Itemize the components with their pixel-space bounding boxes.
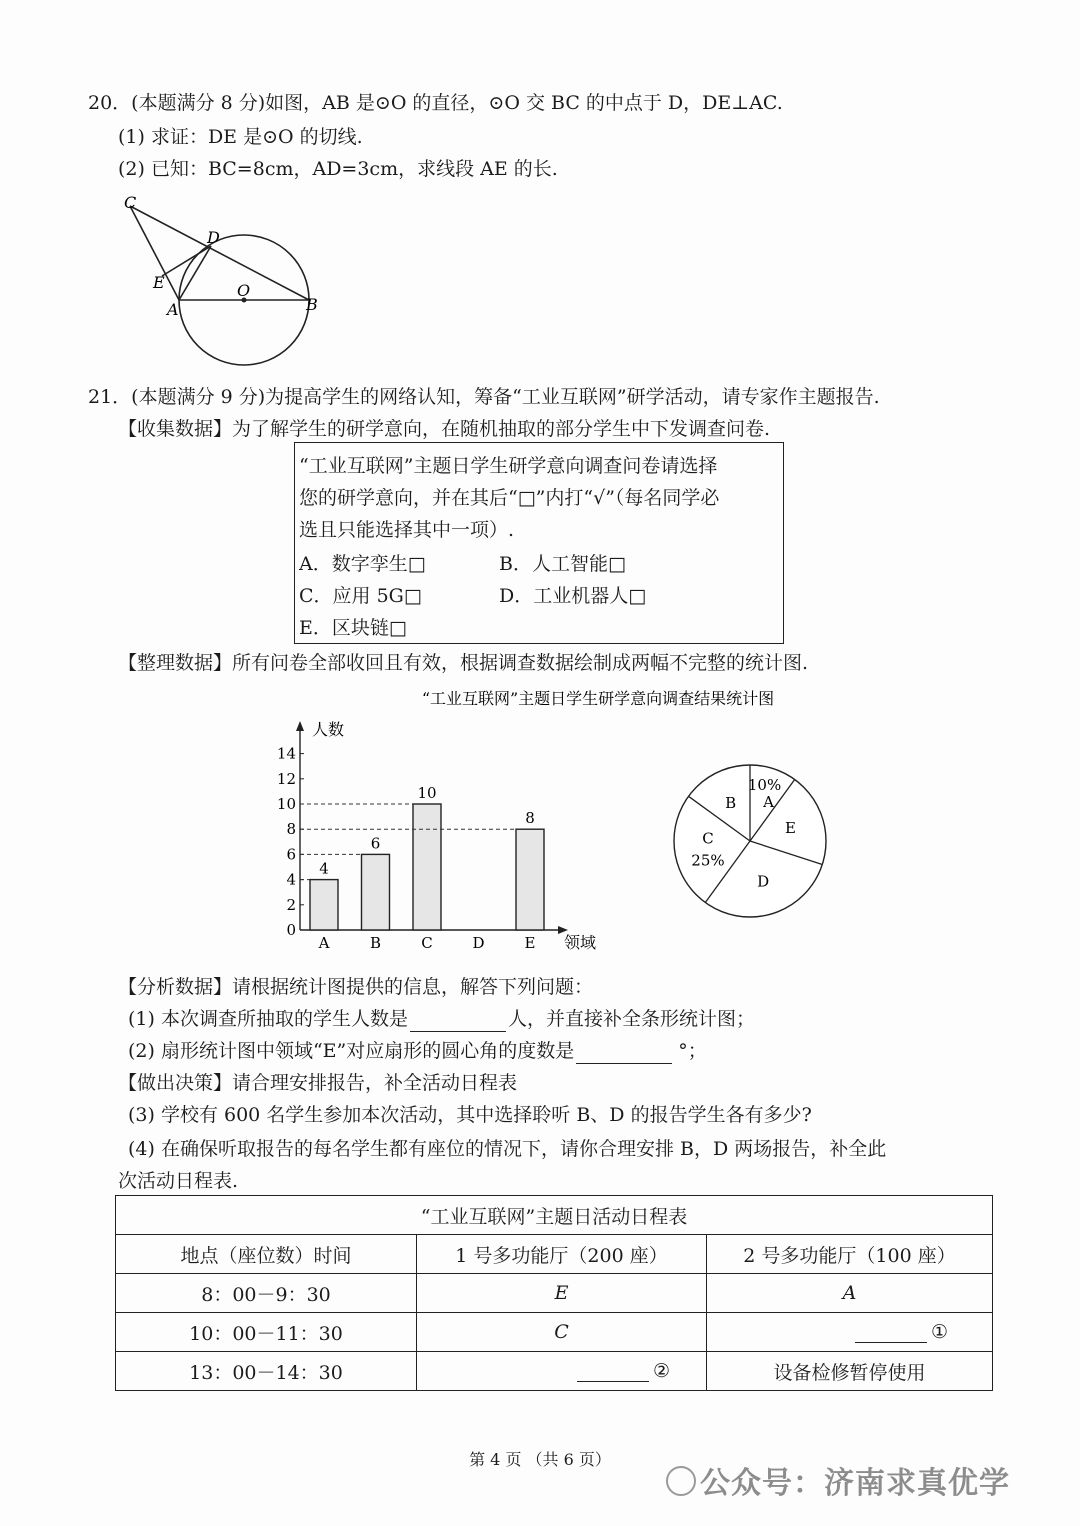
x-axis-label: 领域 bbox=[564, 933, 597, 952]
q21-organize-data: 【整理数据】所有问卷全部收回且有效，根据调查数据绘制成两幅不完整的统计图. bbox=[118, 652, 809, 674]
q1-text: (1) 本次调查所抽取的学生人数是 bbox=[128, 1008, 408, 1030]
row1-hall-2: A bbox=[707, 1274, 993, 1313]
y-axis-arrow bbox=[296, 721, 304, 731]
survey-option-d: D．工业机器人□ bbox=[499, 585, 647, 607]
pie-label-D: D bbox=[757, 872, 770, 891]
chart-title: “工业互联网”主题日学生研学意向调查结果统计图 bbox=[421, 689, 775, 708]
blank-2-marker: ② bbox=[652, 1360, 670, 1382]
x-tick-label: D bbox=[472, 934, 485, 952]
blank-1-marker: ① bbox=[930, 1321, 948, 1343]
row3-hall-1 bbox=[417, 1352, 707, 1391]
watermark bbox=[700, 1458, 1010, 1502]
q20-part2: (2) 已知：BC=8cm，AD=3cm，求线段 AE 的长. bbox=[118, 158, 558, 180]
label-o: O bbox=[237, 281, 251, 300]
label-e: E bbox=[153, 273, 165, 292]
header-time: 地点（座位数）时间 bbox=[116, 1235, 417, 1274]
row2-hall-2 bbox=[707, 1313, 993, 1352]
survey-box bbox=[294, 442, 784, 644]
survey-option-e: E．区块链□ bbox=[299, 617, 407, 639]
row1-time: 8：00－9：30 bbox=[116, 1274, 417, 1313]
pie-pct-C: 25% bbox=[691, 851, 725, 870]
q21-stem: 21．(本题满分 9 分)为提高学生的网络认知，筹备“工业互联网”研学活动，请专家作主题报告. bbox=[88, 386, 880, 408]
q21-question-4-cont: 次活动日程表. bbox=[118, 1170, 239, 1192]
q20-geometry-figure bbox=[110, 188, 330, 373]
segment-ad bbox=[179, 246, 211, 300]
row3-hall-2: 设备检修暂停使用 bbox=[707, 1352, 993, 1391]
header-hall-2: 2 号多功能厅（100 座） bbox=[707, 1235, 993, 1274]
schedule-table bbox=[115, 1195, 993, 1391]
q21-question-4: (4) 在确保听取报告的每名学生都有座位的情况下，请你合理安排 B，D 两场报告，补全此 bbox=[128, 1138, 887, 1160]
data-label-C: 10 bbox=[417, 784, 437, 802]
q21-decide: 【做出决策】请合理安排报告，补全活动日程表 bbox=[118, 1072, 518, 1094]
q2-text-tail: °； bbox=[678, 1040, 707, 1062]
header-hall-1: 1 号多功能厅（200 座） bbox=[417, 1235, 707, 1274]
q21-question-2 bbox=[128, 1038, 707, 1064]
survey-option-b: B．人工智能□ bbox=[499, 553, 626, 575]
survey-line-1: “工业互联网”主题日学生研学意向调查问卷请选择 bbox=[299, 455, 718, 477]
wechat-icon bbox=[666, 1466, 696, 1496]
pie-label-E: E bbox=[785, 818, 796, 837]
pie-label-B: B bbox=[725, 794, 737, 813]
watermark-text: 公众号：济南求真优学 bbox=[700, 1466, 1010, 1501]
bar-C bbox=[413, 804, 441, 930]
bar-B bbox=[362, 854, 390, 930]
table-row bbox=[116, 1313, 993, 1352]
q21-question-1 bbox=[128, 1006, 755, 1032]
pie-pct-A: 10% bbox=[747, 776, 782, 795]
schedule-title: “工业互联网”主题日活动日程表 bbox=[116, 1196, 993, 1235]
schedule-header-row bbox=[116, 1235, 993, 1274]
pie-chart bbox=[674, 765, 826, 917]
survey-line-2: 您的研学意向，并在其后“□”内打“√”（每名同学必 bbox=[299, 487, 720, 509]
q21-analyze-data: 【分析数据】请根据统计图提供的信息，解答下列问题： bbox=[118, 976, 594, 998]
label-d: D bbox=[207, 228, 220, 247]
schedule-title-row bbox=[116, 1196, 993, 1235]
page-footer: 第 4 页 （共 6 页） bbox=[469, 1450, 611, 1469]
pie-label-A: A bbox=[763, 793, 774, 812]
survey-option-a: A．数字孪生□ bbox=[299, 553, 426, 575]
x-tick-label: C bbox=[421, 934, 433, 952]
label-a: A bbox=[167, 300, 179, 319]
segment-de bbox=[162, 246, 211, 276]
q20-part1: (1) 求证：DE 是⊙O 的切线. bbox=[118, 126, 363, 148]
y-tick-label: 12 bbox=[276, 769, 296, 788]
q21-collect-data: 【收集数据】为了解学生的研学意向，在随机抽取的部分学生中下发调查问卷. bbox=[118, 418, 771, 440]
bar-E bbox=[516, 829, 544, 930]
y-tick-label: 4 bbox=[286, 870, 296, 889]
table-row bbox=[116, 1274, 993, 1313]
x-tick-label: A bbox=[318, 934, 330, 952]
y-tick-label: 8 bbox=[286, 820, 296, 839]
row2-hall-1: C bbox=[417, 1313, 707, 1352]
y-axis-label: 人数 bbox=[312, 720, 345, 739]
x-tick-label: B bbox=[369, 934, 382, 952]
survey-line-3: 选且只能选择其中一项）. bbox=[299, 519, 515, 541]
row2-time: 10：00－11：30 bbox=[116, 1313, 417, 1352]
blank-1[interactable] bbox=[855, 1324, 927, 1343]
y-tick-label: 6 bbox=[286, 845, 296, 864]
row3-time: 13：00－14：30 bbox=[116, 1352, 417, 1391]
y-tick-label: 14 bbox=[276, 744, 296, 763]
bar-chart bbox=[277, 720, 596, 952]
y-tick-label: 10 bbox=[276, 795, 296, 813]
q2-answer-blank[interactable] bbox=[576, 1045, 672, 1064]
label-c: C bbox=[124, 193, 137, 212]
q1-answer-blank[interactable] bbox=[410, 1013, 506, 1032]
blank-2[interactable] bbox=[577, 1363, 649, 1382]
table-row bbox=[116, 1352, 993, 1391]
row1-hall-1: E bbox=[417, 1274, 707, 1313]
pie-label-C: C bbox=[702, 829, 714, 848]
survey-option-c: C．应用 5G□ bbox=[299, 585, 422, 607]
x-tick-label: E bbox=[524, 934, 536, 952]
y-tick-label: 2 bbox=[286, 895, 296, 914]
q2-text: (2) 扇形统计图中领域“E”对应扇形的圆心角的度数是 bbox=[128, 1040, 575, 1062]
data-label-E: 8 bbox=[525, 809, 535, 828]
q20-stem: 20．(本题满分 8 分)如图，AB 是⊙O 的直径，⊙O 交 BC 的中点于 D，DE⊥AC. bbox=[88, 92, 783, 114]
data-label-B: 6 bbox=[370, 834, 381, 853]
data-label-A: 4 bbox=[319, 859, 329, 878]
q1-text-tail: 人，并直接补全条形统计图； bbox=[507, 1008, 755, 1030]
label-b: B bbox=[306, 295, 318, 314]
q21-question-3: (3) 学校有 600 名学生参加本次活动，其中选择聆听 B、D 的报告学生各有多少? bbox=[128, 1104, 812, 1126]
stat-charts bbox=[270, 684, 830, 959]
y-tick-label: 0 bbox=[286, 921, 296, 939]
bar-A bbox=[310, 880, 338, 930]
